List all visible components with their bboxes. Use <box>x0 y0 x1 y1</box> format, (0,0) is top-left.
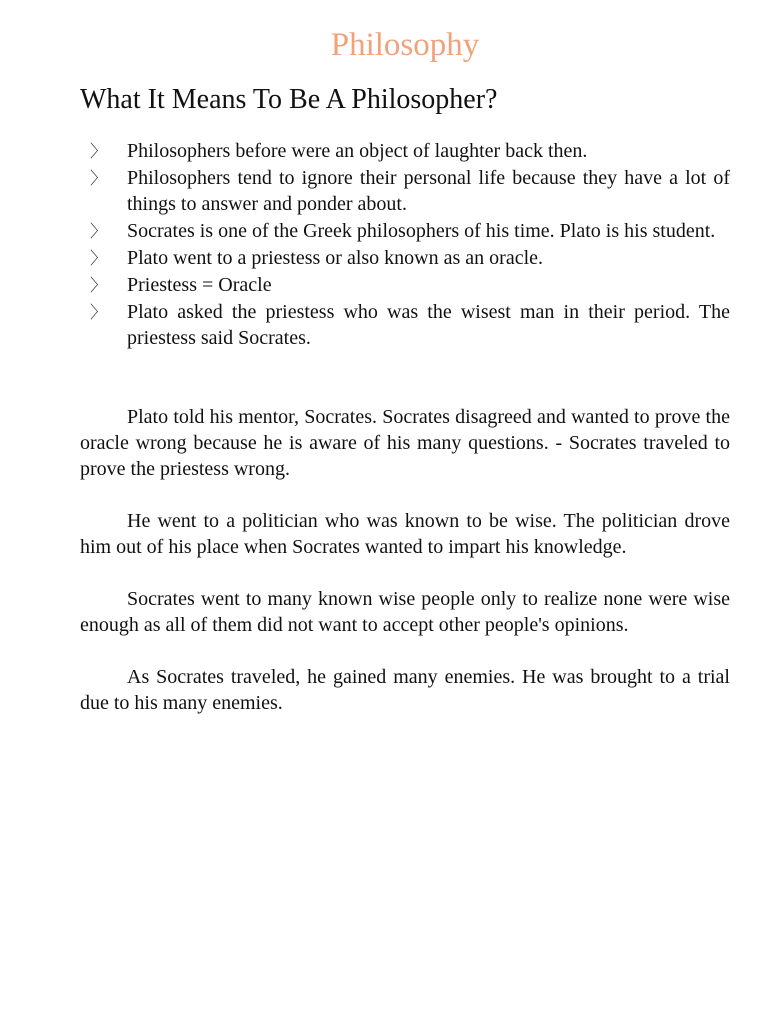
bullet-text: Philosophers tend to ignore their personal life because they have a lot of things to answer and ponder about. <box>127 167 730 215</box>
chevron-right-icon: 〉 <box>90 276 107 296</box>
chevron-right-icon: 〉 <box>90 169 107 189</box>
bullet-text: Priestess = Oracle <box>127 274 272 296</box>
bullet-item <box>80 245 730 271</box>
chevron-right-icon: 〉 <box>90 222 107 242</box>
bullet-text: Socrates is one of the Greek philosophers of his time. Plato is his student. <box>127 220 716 242</box>
paragraph: Plato told his mentor, Socrates. Socrates disagreed and wanted to prove the oracle wrong because he is aware of his many questions. - Socrates traveled to prove the priestess wrong. <box>80 406 730 480</box>
bullet-text: Philosophers before were an object of laughter back then. <box>127 140 588 162</box>
paragraph: As Socrates traveled, he gained many enemies. He was brought to a trial due to his many enemies. <box>80 666 730 714</box>
bullet-item <box>80 272 730 298</box>
chevron-right-icon: 〉 <box>90 142 107 162</box>
bullet-text: Plato asked the priestess who was the wisest man in their period. The priestess said Socrates. <box>127 301 730 349</box>
bullet-item <box>80 299 730 351</box>
bullet-item <box>80 165 730 217</box>
bullet-text: Plato went to a priestess or also known as an oracle. <box>127 247 544 269</box>
bullet-item <box>80 218 730 244</box>
paragraph: Socrates went to many known wise people only to realize none were wise enough as all of them did not want to accept other people's opinions. <box>80 588 730 636</box>
chevron-right-icon: 〉 <box>90 249 107 269</box>
paragraph: He went to a politician who was known to be wise. The politician drove him out of his place when Socrates wanted to impart his knowledge. <box>80 510 730 558</box>
section-heading: What It Means To Be A Philosopher? <box>80 84 498 115</box>
page-header-title: Philosophy <box>330 27 480 63</box>
bullet-list <box>80 138 730 352</box>
body-text <box>80 404 730 742</box>
chevron-right-icon: 〉 <box>90 303 107 323</box>
bullet-item <box>80 138 730 164</box>
